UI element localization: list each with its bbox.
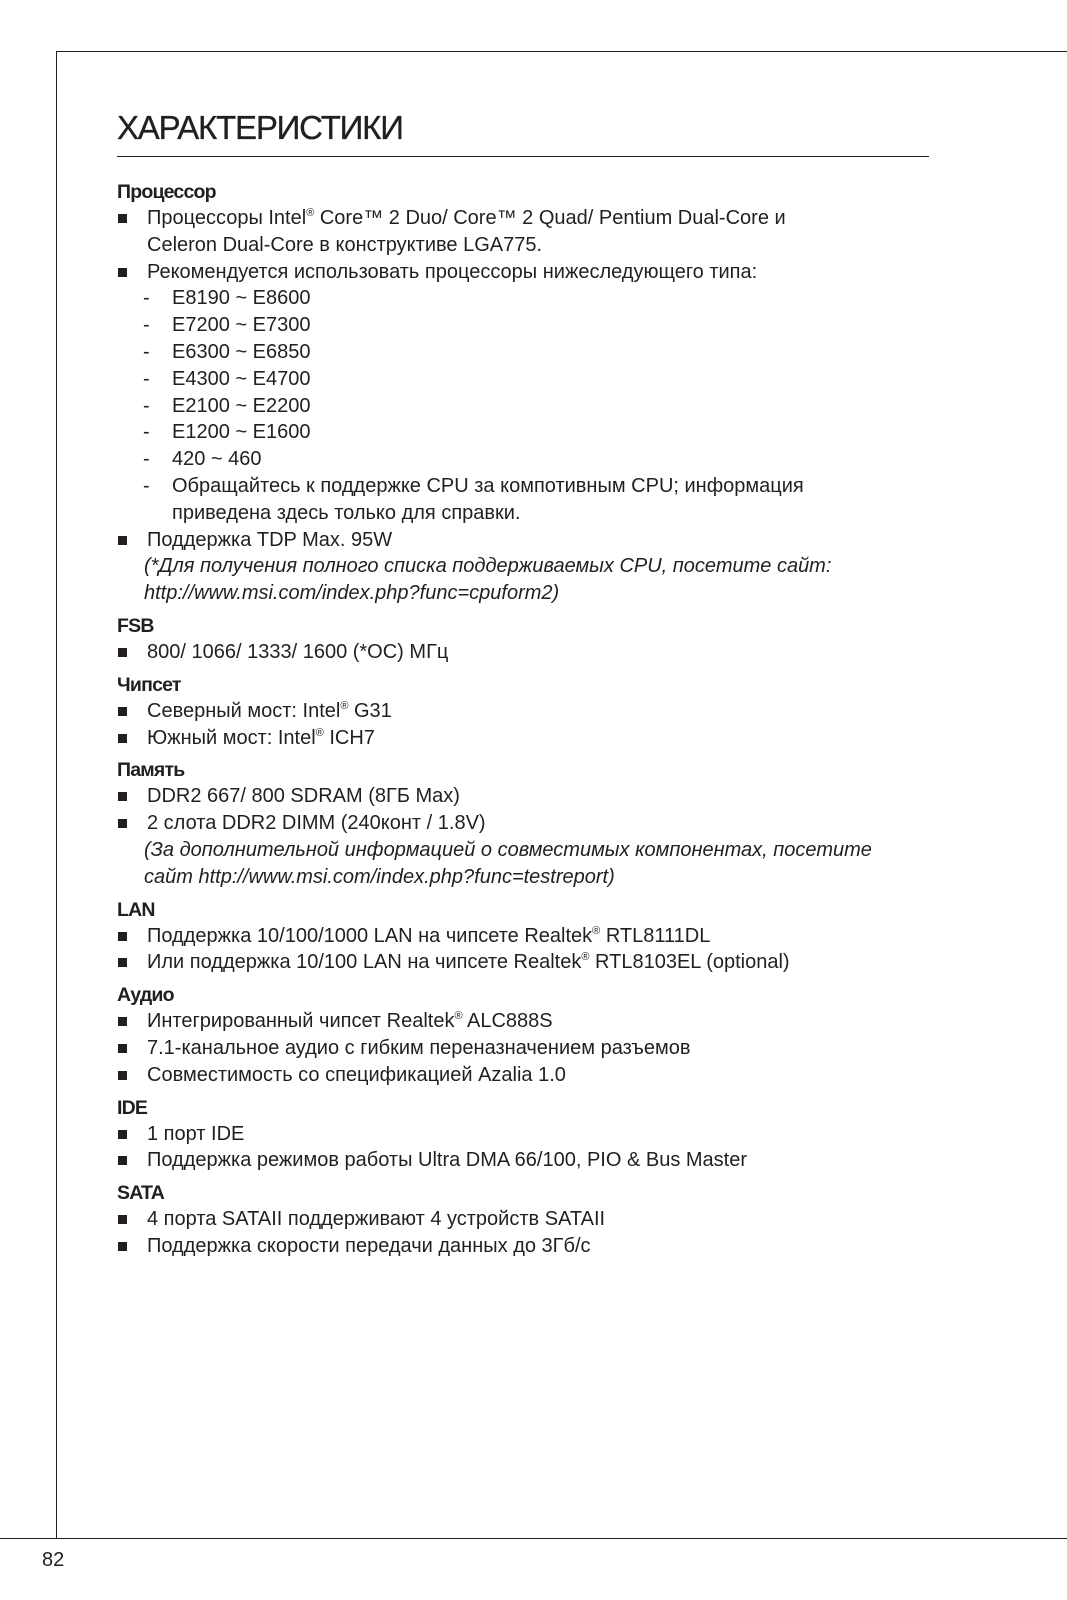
section-ide <box>117 1095 927 1175</box>
sub-list-item <box>117 312 927 339</box>
dash-marker: - <box>143 340 150 363</box>
list-item <box>117 1008 927 1035</box>
specifications-content <box>117 108 927 1266</box>
dash-marker: - <box>143 314 150 337</box>
section-chipset <box>117 672 927 752</box>
cpu-model-range: E4300 ~ E4700 <box>172 367 311 390</box>
section-processor <box>117 179 927 607</box>
page-frame-bottom-rule <box>0 1538 1067 1539</box>
list-item <box>117 205 927 259</box>
item-text: G31 <box>348 699 392 722</box>
cpu-model-range: E6300 ~ E6850 <box>172 340 311 363</box>
page-frame-left-rule <box>56 51 57 1538</box>
sub-list-item <box>117 285 927 312</box>
registered-mark: ® <box>454 1010 463 1023</box>
item-text: ICH7 <box>323 726 375 749</box>
sub-list-item <box>117 419 927 446</box>
section-lan <box>117 897 927 977</box>
list-item: Поддержка режимов работы Ultra DMA 66/100, PIO & Bus Master <box>117 1147 927 1174</box>
list-item: 800/ 1066/ 1333/ 1600 (*OC) МГц <box>117 639 927 666</box>
note-line: http://www.msi.com/index.php?func=cpuform2) <box>144 582 560 605</box>
item-text: Северный мост: Intel <box>147 699 341 722</box>
item-text: Интегрированный чипсет Realtek <box>147 1010 455 1033</box>
list-item <box>117 923 927 950</box>
note-line: (*Для получения полного списка поддерживаемых CPU, посетите сайт: <box>144 555 832 578</box>
cpu-model-range: 420 ~ 460 <box>172 448 262 471</box>
item-text: Южный мост: Intel <box>147 726 316 749</box>
item-text: Core™ 2 Duo/ Core™ 2 Quad/ Pentium Dual-Core и <box>314 207 786 229</box>
registered-mark: ® <box>306 207 315 219</box>
item-text: ALC888S <box>462 1010 553 1033</box>
registered-mark: ® <box>340 699 349 712</box>
sub-list-item <box>117 446 927 473</box>
item-text: Поддержка 10/100/1000 LAN на чипсете Realtek <box>147 924 593 947</box>
note-line: сайт http://www.msi.com/index.php?func=testreport) <box>144 865 615 888</box>
cpu-model-range: E7200 ~ E7300 <box>172 314 311 337</box>
registered-mark: ® <box>581 951 590 964</box>
page-title: ХАРАКТЕРИСТИКИ <box>117 109 403 146</box>
list-item: 7.1-канальное аудио с гибким переназначением разъемов <box>117 1035 927 1062</box>
list-item <box>117 949 927 976</box>
section-heading-ide: IDE <box>117 1096 148 1119</box>
item-text: RTL8111DL <box>600 924 711 947</box>
section-heading-processor: Процессор <box>117 181 216 203</box>
cpu-model-range: E2100 ~ E2200 <box>172 394 311 417</box>
item-text: Или поддержка 10/100 LAN на чипсете Realtek <box>147 951 582 974</box>
cpu-model-range: E1200 ~ E1600 <box>172 421 311 444</box>
page-number: 82 <box>42 1549 65 1571</box>
list-item <box>117 698 927 725</box>
section-heading-fsb: FSB <box>117 614 154 637</box>
section-sata <box>117 1180 927 1260</box>
section-audio <box>117 982 927 1088</box>
section-heading-audio: Аудио <box>117 984 174 1007</box>
list-item: DDR2 667/ 800 SDRAM (8ГБ Max) <box>117 783 927 810</box>
list-item: Поддержка TDP Max. 95W <box>117 527 927 554</box>
memory-compat-note <box>117 837 927 891</box>
registered-mark: ® <box>315 726 324 739</box>
dash-marker: - <box>143 367 150 390</box>
dash-marker: - <box>143 421 150 444</box>
sub-list-item <box>117 339 927 366</box>
note-line: (За дополнительной информацией о совместимых компонентах, посетите <box>144 838 872 861</box>
list-item: Совместимость со спецификацией Azalia 1.0 <box>117 1062 927 1089</box>
page-frame-top-rule <box>56 51 1067 52</box>
section-heading-sata: SATA <box>117 1182 164 1205</box>
item-line: Celeron Dual-Core в конструктиве LGA775. <box>147 233 543 256</box>
list-item: 1 порт IDE <box>117 1121 927 1148</box>
cpu-list-note <box>117 553 927 607</box>
item-line: Обращайтесь к поддержке CPU за компотивным CPU; информация <box>172 474 804 497</box>
section-memory <box>117 757 927 890</box>
list-item: Рекомендуется использовать процессоры нижеследующего типа: <box>117 259 927 286</box>
section-heading-memory: Память <box>117 759 185 782</box>
dash-marker: - <box>143 474 150 497</box>
registered-mark: ® <box>592 924 601 937</box>
list-item: 4 порта SATAII поддерживают 4 устройств SATAII <box>117 1206 927 1233</box>
item-text: RTL8103EL (optional) <box>589 951 790 974</box>
title-underline <box>117 156 929 157</box>
section-fsb <box>117 613 927 666</box>
list-item: Поддержка скорости передачи данных до 3Гб/с <box>117 1233 927 1260</box>
sub-list-item <box>117 393 927 420</box>
item-text: Процессоры Intel <box>147 207 307 229</box>
cpu-model-range: E8190 ~ E8600 <box>172 287 311 310</box>
dash-marker: - <box>143 448 150 471</box>
dash-marker: - <box>143 287 150 310</box>
item-line <box>147 205 927 232</box>
sub-list-item <box>117 366 927 393</box>
list-item: 2 слота DDR2 DIMM (240конт / 1.8V) <box>117 810 927 837</box>
item-line: приведена здесь только для справки. <box>172 501 521 524</box>
dash-marker: - <box>143 394 150 417</box>
list-item <box>117 725 927 752</box>
sub-list-item <box>117 473 927 527</box>
section-heading-chipset: Чипсет <box>117 673 181 696</box>
section-heading-lan: LAN <box>117 898 155 921</box>
